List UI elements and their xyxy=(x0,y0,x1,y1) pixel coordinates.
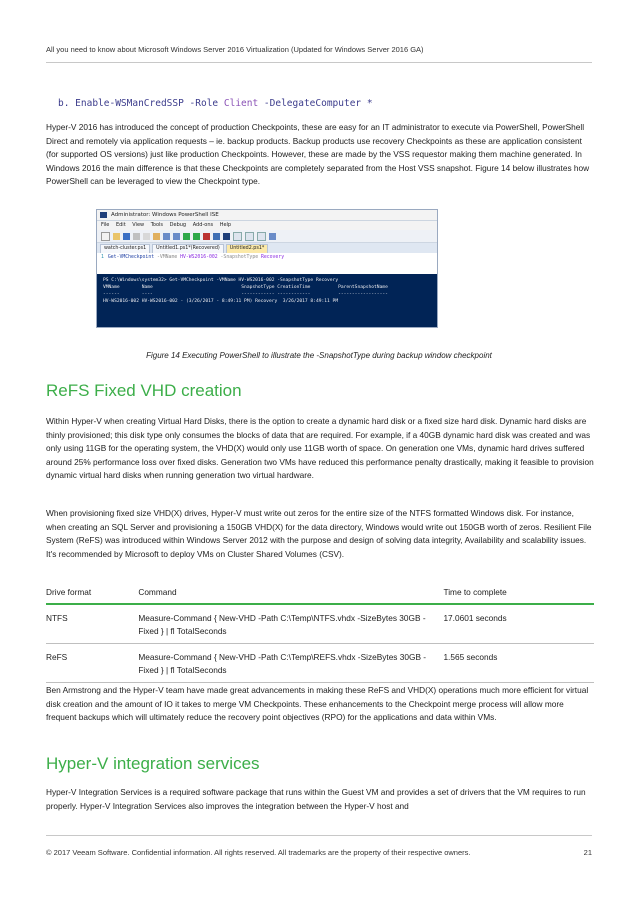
new-file-icon xyxy=(101,232,110,241)
open-folder-icon xyxy=(113,233,120,240)
editor-val1: HV-WS2016-002 xyxy=(180,255,218,260)
editor-cmd: Get-VMCheckpoint xyxy=(107,255,155,260)
refs-text-1: Within Hyper-V when creating Virtual Hard Disks, there is the option to create a dynamic hard disk or a fixed size hard disk. Dynamic hard disks are thinly provisioned; this disk type only consumes the blocks of data that are required. For example, if a 40GB dynamic hard disk was created and was only using 11GB for the operating system, the VHD(X) would only use 11GB worth of space. On generation one VMs, dynamic hard drives suffered around 25% performance loss over fixed disks. Generation two VMs have reduced this performance penalty drastically, making it feasible to provision dynamic virtual hard disks when running generation two virtual hardware. xyxy=(46,416,594,481)
tab-untitled2: Untitled2.ps1* xyxy=(226,244,269,253)
footer-divider xyxy=(46,835,592,836)
section-heading-refs: ReFS Fixed VHD creation xyxy=(46,381,242,400)
remote-icon xyxy=(213,233,220,240)
powershell-screenshot xyxy=(96,209,438,328)
code-snippet xyxy=(58,98,373,109)
layout-max-icon xyxy=(257,232,266,241)
intro-paragraph xyxy=(46,121,594,189)
console-line: ------ ---- ------------ ------------ ------------------ xyxy=(103,292,388,297)
document-header: All you need to know about Microsoft Windows Server 2016 Virtualization (Updated for Windows Server 2016 GA) xyxy=(46,45,424,54)
save-icon xyxy=(123,233,130,240)
figure-toolbar xyxy=(97,230,437,243)
table-header: Drive format xyxy=(46,583,138,604)
run-icon xyxy=(183,233,190,240)
undo-icon xyxy=(163,233,170,240)
layout-split-icon xyxy=(245,232,254,241)
stop-icon xyxy=(203,233,210,240)
refs-paragraph-2 xyxy=(46,507,594,561)
console-line: HV-WS2016-002 HV-WS2016-002 - (3/26/2017 - 8:49:11 PM) Recovery 3/26/2017 8:49:11 PM xyxy=(103,299,339,304)
refs-paragraph-3 xyxy=(46,684,594,725)
figure-window-title: Administrator: Windows PowerShell ISE xyxy=(111,212,219,218)
intro-text: Hyper-V 2016 has introduced the concept of production Checkpoints, these are easy for an IT administrator to execute via PowerShell, PowerShell Direct and remotely via application requests – ie. backup products. Backup products use recovery Checkpoints as these are application consistent (for supported OS versions) just like production Checkpoints. However, these are made by the VSS requestor making them machine generated. In Windows 2016 the main difference is that these Checkpoints are completely separated from the Host VSS snapshot. Figure 14 below illustrates how PowerShell can be leveraged to view the Checkpoint type. xyxy=(46,122,590,187)
redo-icon xyxy=(173,233,180,240)
paste-icon xyxy=(153,233,160,240)
code-prefix: b. Enable-WSManCredSSP -Role xyxy=(58,98,224,109)
refs-text-3: Ben Armstrong and the Hyper-V team have made great advancements in making these ReFS and VHD(X) operations much more efficient for virtual disk creation and the amount of IO it takes to merge VM Checkpoints. These enhancements to the Checkpoint merge process will allow more frequent backups which will ultimately reduce the recovery point objectives (RPO) for the applications and data within VMs. xyxy=(46,685,589,723)
console-icon xyxy=(223,233,230,240)
command-addon-icon xyxy=(269,233,276,240)
code-keyword: Client xyxy=(223,98,259,109)
menu-debug: Debug xyxy=(169,222,187,228)
figure-tabs xyxy=(97,243,437,253)
table-cell: 17.0601 seconds xyxy=(443,604,594,644)
refs-paragraph-1 xyxy=(46,415,594,483)
figure-menubar xyxy=(97,221,437,230)
table-header: Command xyxy=(138,583,443,604)
table-cell: Measure-Command { New-VHD -Path C:\Temp\REFS.vhdx -SizeBytes 30GB -Fixed } | fl TotalSeconds xyxy=(138,644,443,683)
table-row xyxy=(46,644,594,683)
run-selection-icon xyxy=(193,233,200,240)
cut-icon xyxy=(133,233,140,240)
tab-watch-cluster: watch-cluster.ps1 xyxy=(100,244,150,253)
table-cell: Measure-Command { New-VHD -Path C:\Temp\NTFS.vhdx -SizeBytes 30GB -Fixed } | fl TotalSeconds xyxy=(138,604,443,644)
table-cell: ReFS xyxy=(46,644,138,683)
integration-text-1: Hyper-V Integration Services is a required software package that runs within the Guest VM and provides a set of drivers that the VM requires to run properly. Hyper-V Integration Services also improves the integration between the Hyper-V host and xyxy=(46,787,586,811)
editor-line-number: 1 xyxy=(101,255,104,260)
console-line: VMName Name SnapshotType CreationTime ParentSnapshotName xyxy=(103,285,388,290)
editor-param2: -SnapshotType xyxy=(220,255,259,260)
figure-titlebar xyxy=(97,210,437,221)
powershell-icon xyxy=(100,212,107,218)
editor-val2: Recovery xyxy=(260,255,285,260)
menu-addons: Add-ons xyxy=(192,222,214,228)
tab-untitled1: Untitled1.ps1*(Recovered) xyxy=(152,244,224,253)
header-divider xyxy=(46,62,592,63)
figure-caption: Figure 14 Executing PowerShell to illustrate the -SnapshotType during backup window checkpoint xyxy=(146,351,492,360)
footer-copyright: © 2017 Veeam Software. Confidential information. All rights reserved. All trademarks are the property of their respective owners. xyxy=(46,848,471,857)
menu-tools: Tools xyxy=(150,222,164,228)
copy-icon xyxy=(143,233,150,240)
table-row xyxy=(46,604,594,644)
refs-text-2: When provisioning fixed size VHD(X) drives, Hyper-V must write out zeros for the entire size of the NTFS formatted Windows disk. For instance, when creating an SQL Server and provisioning a 150GB VHD(X) for the data directory, Windows would write out 150GB worth of zeros. Resilient File System (ReFS) was introduced within Windows Server 2012 with the purpose and design of solving data integrity, Availability and scalability issues. It's recommended by Microsoft to deploy VMs on Cluster Shared Volumes (CSV). xyxy=(46,508,592,559)
layout-icon xyxy=(233,232,242,241)
table-header-row xyxy=(46,583,594,604)
table-cell: NTFS xyxy=(46,604,138,644)
menu-help: Help xyxy=(219,222,232,228)
page-number: 21 xyxy=(583,848,592,857)
table-header: Time to complete xyxy=(443,583,594,604)
integration-paragraph-1 xyxy=(46,786,594,813)
benchmark-table xyxy=(46,583,594,683)
section-heading-integration: Hyper-V integration services xyxy=(46,754,260,773)
console-line: PS C:\Windows\system32> Get-VMCheckpoint -VMName HV-WS2016-002 -SnapshotType Recovery xyxy=(103,278,339,283)
figure-console xyxy=(97,274,437,327)
table-cell: 1.565 seconds xyxy=(443,644,594,683)
menu-view: View xyxy=(132,222,145,228)
editor-param1: -VMName xyxy=(157,255,178,260)
menu-file: File xyxy=(101,222,110,228)
code-suffix: -DelegateComputer * xyxy=(258,98,373,109)
menu-edit: Edit xyxy=(115,222,126,228)
